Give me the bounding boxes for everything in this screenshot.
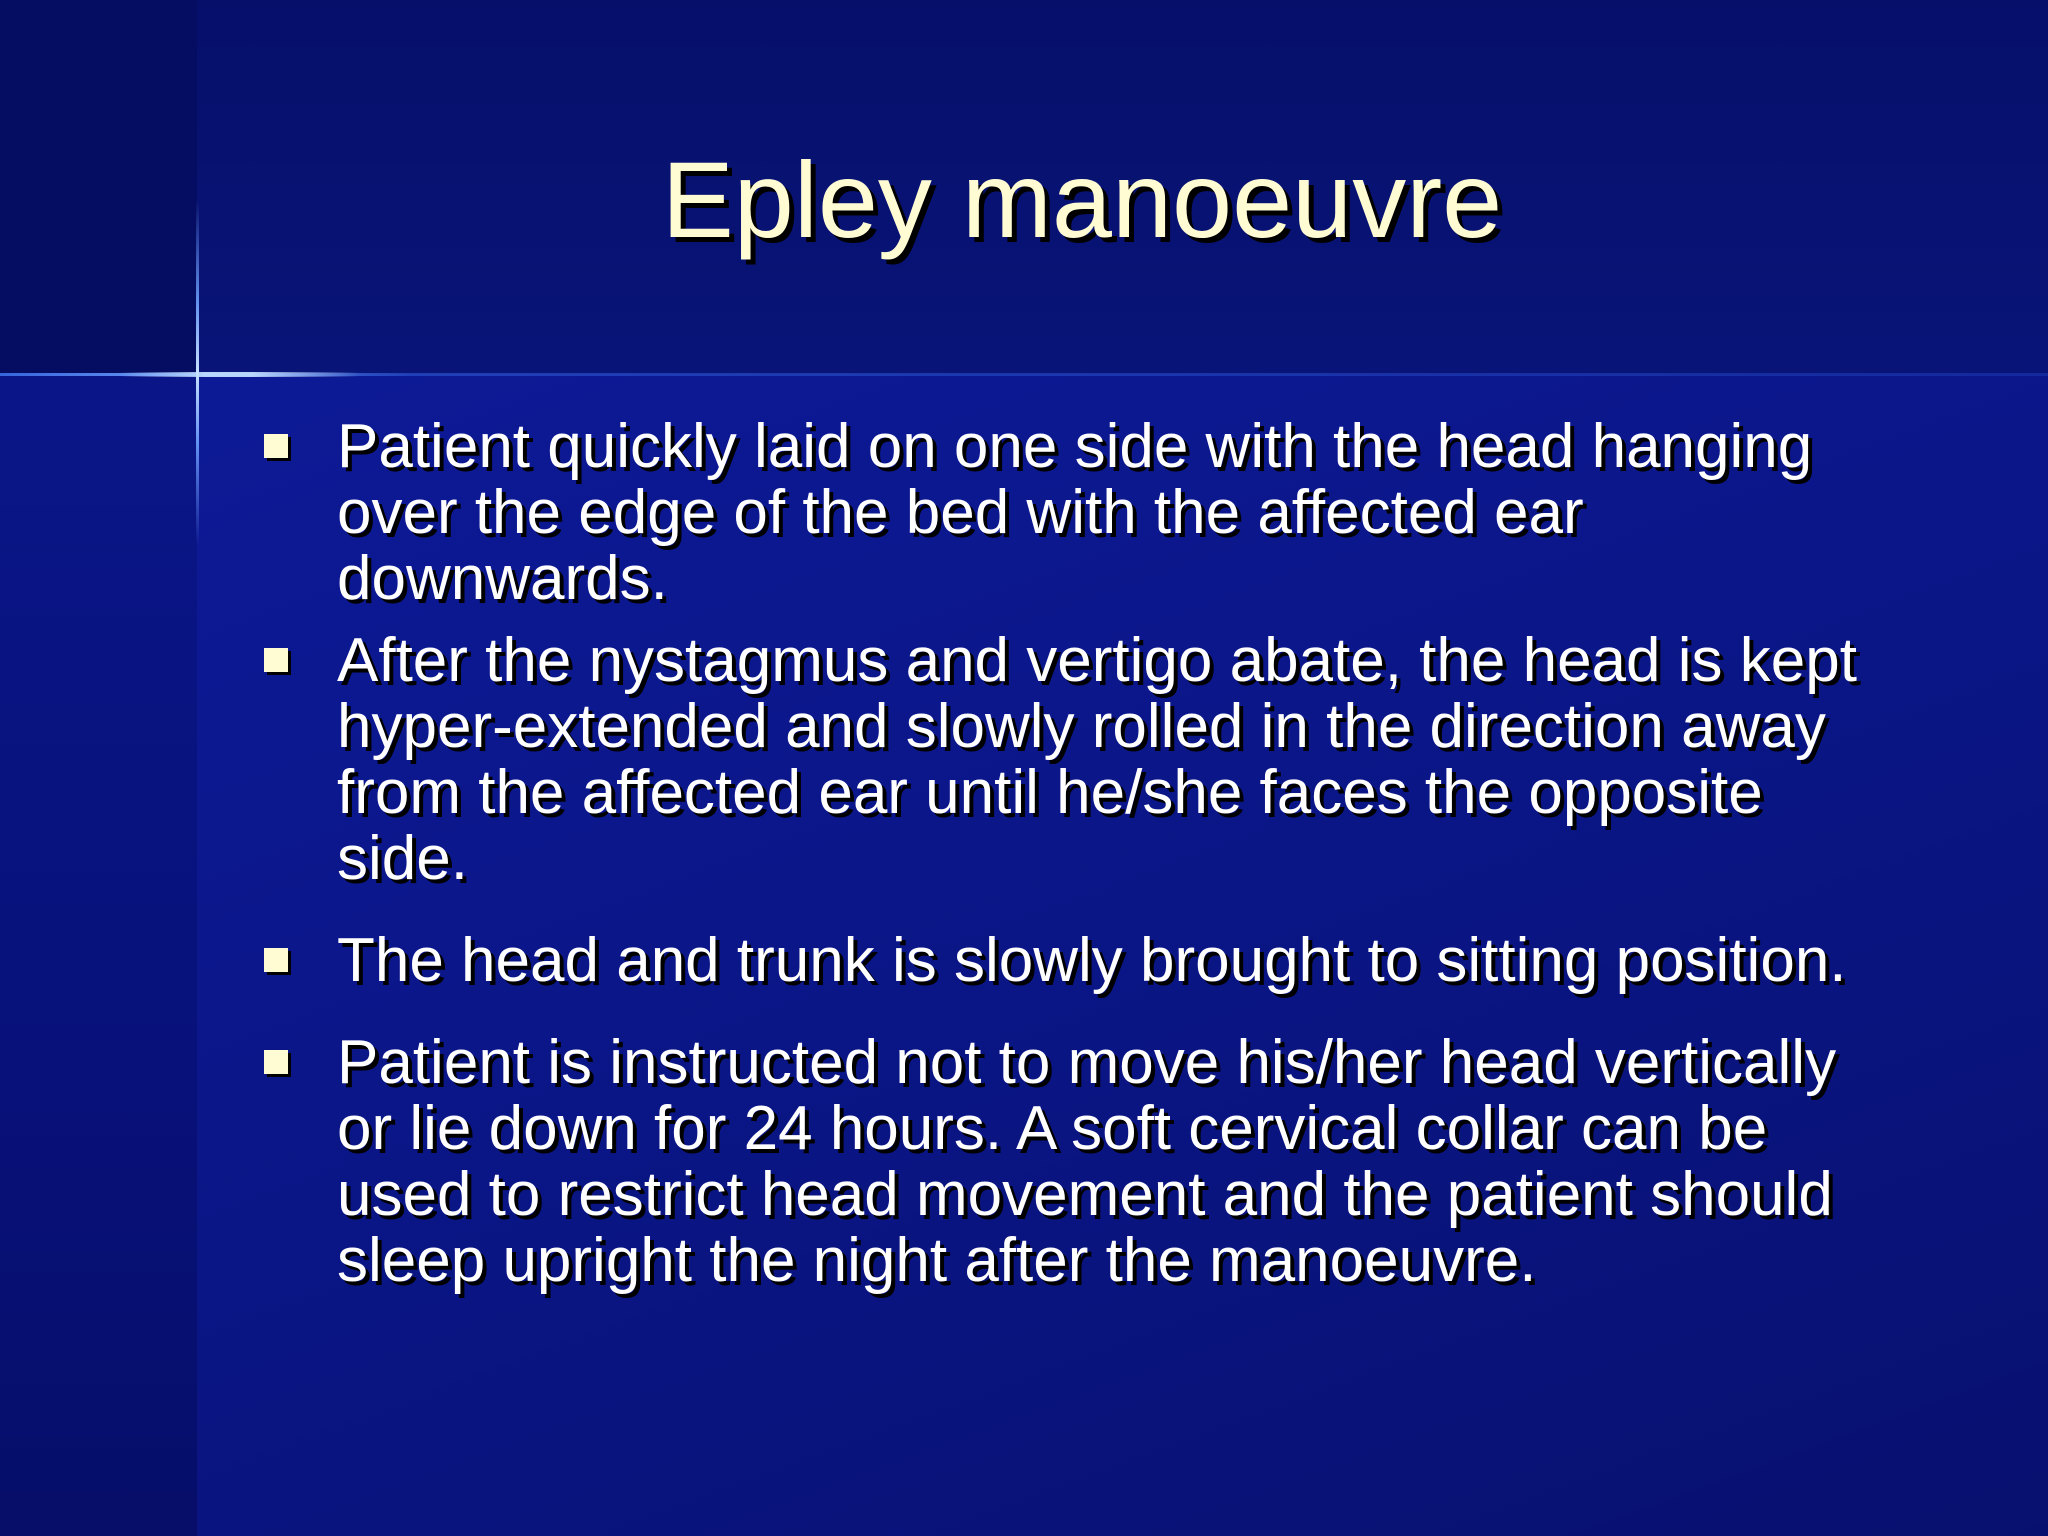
bullet-text: Patient quickly laid on one side with the head hanging over the edge of the bed with the affected ear downwards.: [337, 412, 1813, 613]
bullet-item: [262, 628, 1882, 892]
bullet-text: Patient is instructed not to move his/her head vertically or lie down for 24 hours. A soft cervical collar can be used to restrict head movement and the patient should sleep upright the night after the manoeuvre.: [337, 1028, 1837, 1295]
square-bullet-icon: [264, 948, 288, 972]
left-stripe-top: [0, 0, 197, 374]
square-bullet-icon: [264, 1050, 288, 1074]
left-stripe: [0, 374, 197, 1536]
bullet-item: [262, 928, 1882, 994]
slide-title: Epley manoeuvre: [661, 139, 1503, 260]
bullet-list: [262, 414, 1882, 1294]
horizontal-glow: [120, 372, 360, 377]
square-bullet-icon: [264, 648, 288, 672]
bullet-item: [262, 414, 1882, 612]
bullet-text: After the nystagmus and vertigo abate, the head is kept hyper-extended and slowly rolled in the direction away from the affected ear until he/she faces the opposite side.: [337, 626, 1857, 893]
square-bullet-icon: [264, 434, 288, 458]
bullet-text: The head and trunk is slowly brought to sitting position.: [337, 926, 1847, 995]
bullet-item: [262, 1030, 1882, 1294]
